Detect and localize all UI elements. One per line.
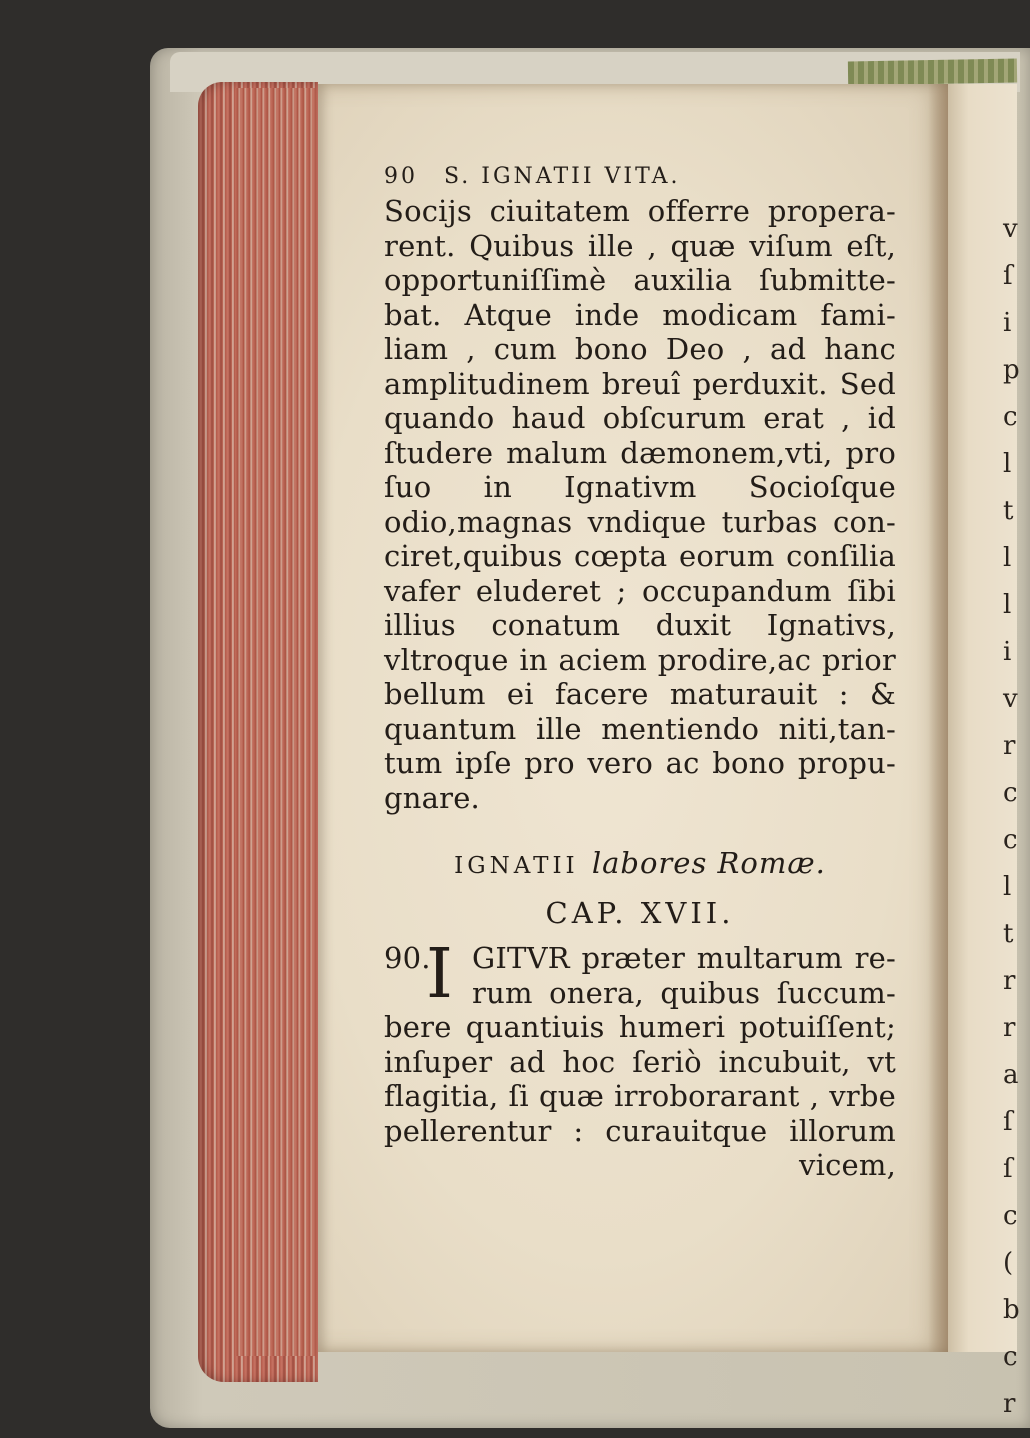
text-line: inſuper ad hoc ſeriò incubuit, vt — [384, 1044, 896, 1079]
red-page-edges-inner — [235, 88, 315, 1356]
text-line-content: GITVR præter multarum re- — [472, 941, 896, 975]
right-fragment: ſ — [1003, 1107, 1013, 1137]
right-fragment: r — [1003, 731, 1016, 761]
right-fragment: r — [1003, 966, 1016, 996]
text-line: opportuniſſimè auxilia ſubmitte- — [384, 263, 896, 297]
text-line: tum ipſe pro vero ac bono propu- — [384, 746, 896, 780]
paragraph-number: 90. — [384, 941, 431, 975]
right-fragment: v — [1003, 214, 1018, 244]
text-line: bellum ei facere maturauit : & — [384, 677, 896, 711]
green-headband — [848, 59, 1017, 86]
text-line: quando haud obſcurum erat , id — [384, 401, 896, 435]
right-fragment: c — [1003, 778, 1018, 808]
text-line: illius conatum duxit Ignativs, — [384, 608, 896, 642]
text-line: rent. Quibus ille , quæ viſum eſt, — [384, 228, 896, 263]
text-line: ſtudere malum dæmonem,vti, pro — [384, 435, 896, 470]
text-line: ſuo in Ignativm Socioſque — [384, 470, 896, 504]
text-line: Socijs ciuitatem offerre propera- — [384, 194, 896, 228]
running-head — [384, 160, 896, 194]
right-fragment: c — [1003, 825, 1018, 855]
right-fragment: t — [1003, 919, 1014, 949]
paragraph-1 — [384, 194, 896, 815]
right-page-fragments — [1003, 206, 1020, 1428]
right-fragment: b — [1003, 1295, 1020, 1325]
paragraph-2 — [384, 935, 896, 1183]
right-fragment: r — [1003, 1389, 1016, 1419]
right-fragment: l — [1003, 543, 1012, 573]
chapter-heading-rest: labores Romæ. — [591, 846, 826, 880]
text-line: vafer eluderet ; occupandum ſibi — [384, 573, 896, 608]
running-title: S. IGNATII VITA. — [444, 164, 681, 189]
page-number: 90 — [384, 164, 418, 189]
chapter-heading-name: IGNATII — [454, 853, 579, 879]
text-line: ciret,quibus cœpta eorum conſilia — [384, 539, 896, 573]
right-fragment: ſ — [1003, 1154, 1013, 1184]
right-fragment: c — [1003, 402, 1018, 432]
right-fragment: v — [1003, 684, 1018, 714]
text-line: rum onera, quibus ſuccum- — [472, 975, 896, 1010]
text-line: odio,magnas vndique turbas con- — [384, 504, 896, 539]
right-fragment: ( — [1003, 1248, 1014, 1278]
drop-capital: I — [426, 935, 454, 1014]
right-fragment: r — [1003, 1013, 1016, 1043]
page-gutter — [928, 84, 948, 1352]
right-fragment: l — [1003, 590, 1012, 620]
text-line: bat. Atque inde modicam fami- — [384, 297, 896, 332]
right-fragment: ſ — [1003, 261, 1013, 291]
right-fragment: t — [1003, 496, 1014, 526]
text-line: liam , cum bono Deo , ad hanc — [384, 332, 896, 366]
right-fragment: i — [1003, 308, 1012, 338]
right-fragment: c — [1003, 1201, 1018, 1231]
text-line: bere quantiuis humeri potuiſſent; — [384, 1010, 896, 1044]
text-line: gnare. — [384, 780, 480, 815]
text-line: quantum ille mentiendo niti,tan- — [384, 711, 896, 746]
right-fragment: l — [1003, 449, 1012, 479]
right-fragment: a — [1003, 1060, 1019, 1090]
right-fragment: c — [1003, 1342, 1018, 1372]
right-fragment: i — [1003, 637, 1012, 667]
right-fragment: p — [1003, 355, 1020, 385]
text-block — [384, 160, 896, 1183]
chapter-number: CAP. XVII. — [545, 896, 735, 930]
text-line: vltroque in aciem prodire,ac prior — [384, 642, 896, 677]
text-line: flagitia, ſi quæ irroborarant , vrbe — [384, 1079, 896, 1113]
chapter-heading — [384, 841, 896, 885]
text-line: amplitudinem breuî perduxit. Sed — [384, 366, 896, 401]
text-line: pellerentur : curauitque illorum — [384, 1113, 896, 1148]
right-fragment: l — [1003, 872, 1012, 902]
catchword: vicem, — [799, 1148, 896, 1182]
